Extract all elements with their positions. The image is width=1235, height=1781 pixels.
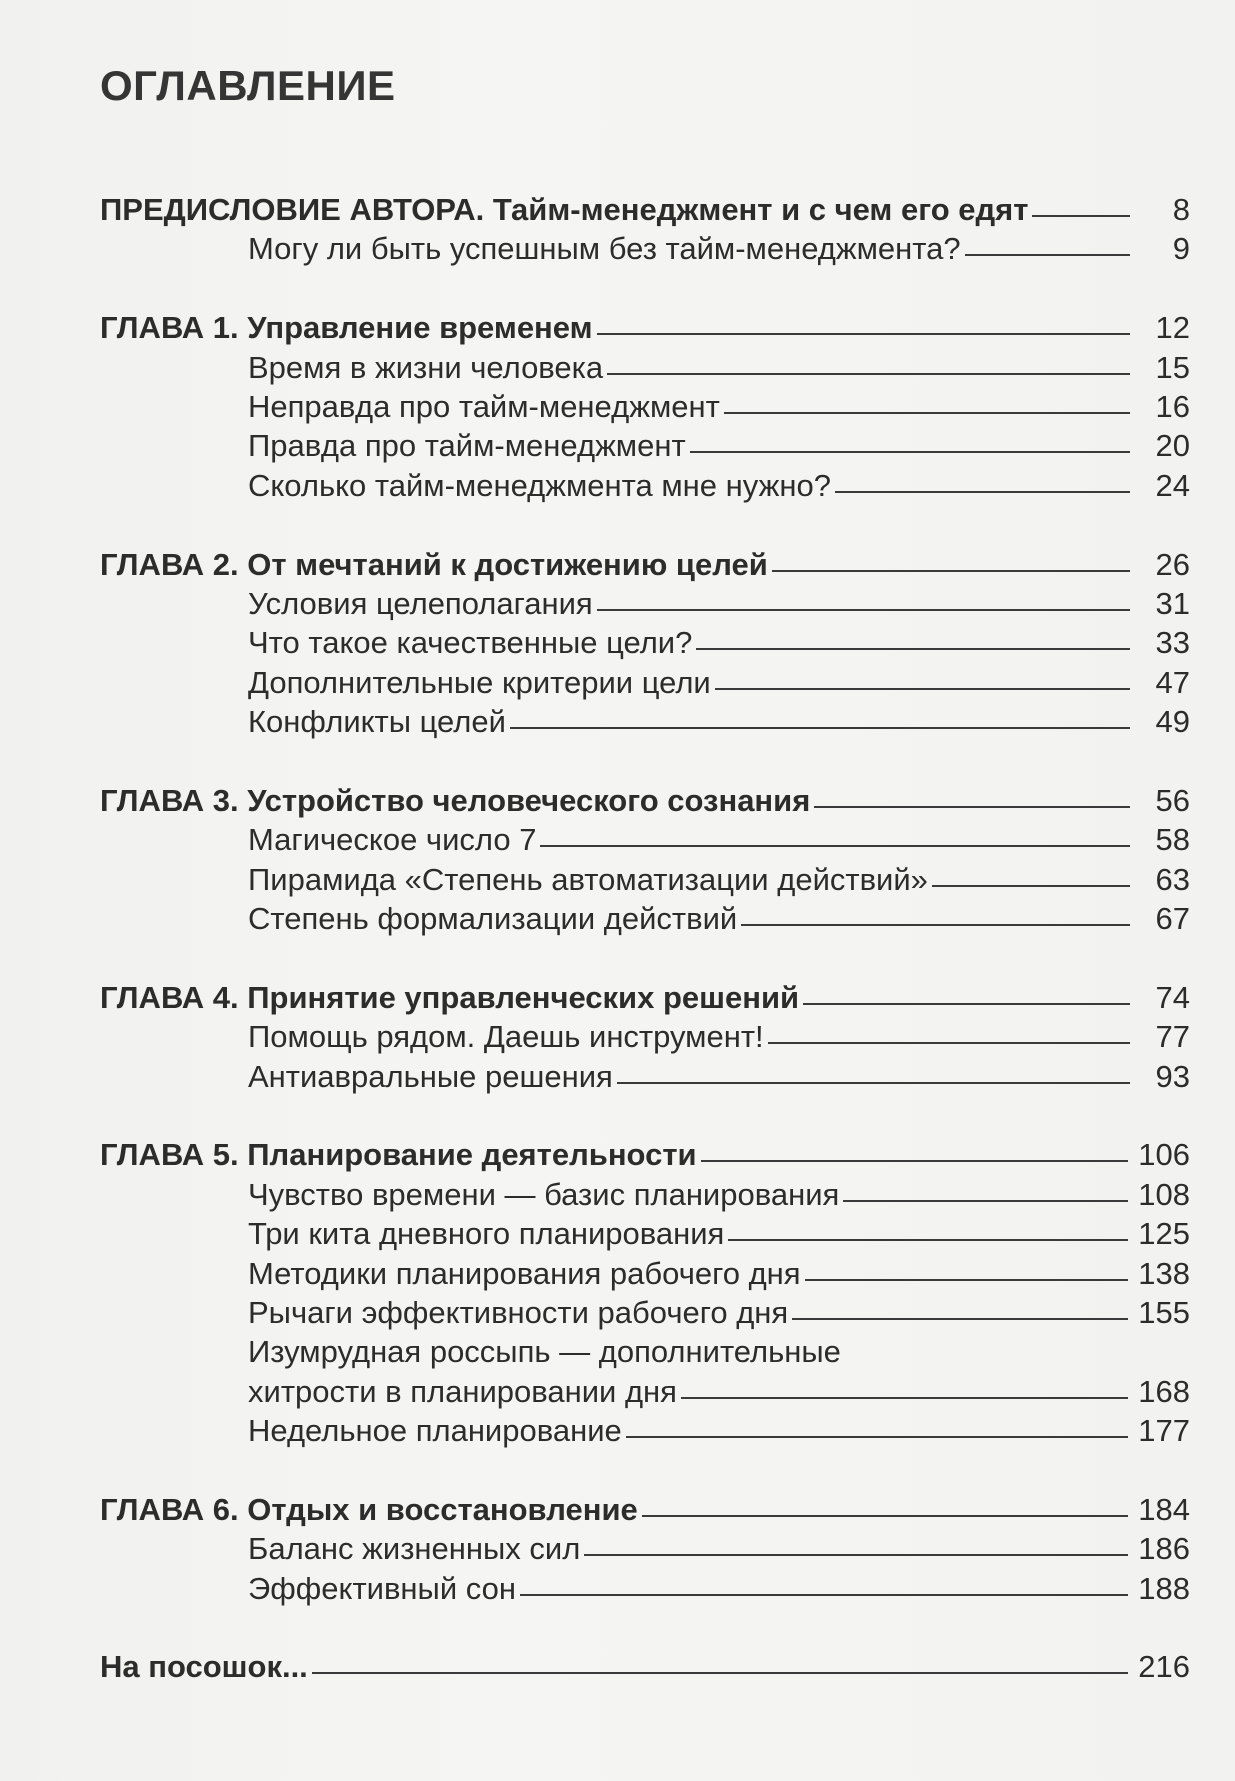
toc-subentry[interactable] (100, 1569, 1190, 1608)
toc-entry-title: Методики планирования рабочего дня (248, 1255, 801, 1291)
toc-chapter-4[interactable] (100, 978, 1190, 1017)
dot-leader (642, 1515, 1129, 1517)
toc-subentry[interactable] (100, 229, 1190, 268)
toc-page-number: 155 (1138, 1294, 1190, 1330)
toc-page-number: 138 (1138, 1255, 1190, 1291)
toc-page-number: 31 (1155, 585, 1190, 621)
toc-entry-title: ГЛАВА 4. Принятие управленческих решений (100, 979, 800, 1015)
toc-entry-title: Магическое число 7 (248, 822, 537, 858)
toc-page-number: 33 (1155, 625, 1190, 661)
toc-entry-title: Правда про тайм-менеджмент (248, 428, 686, 464)
toc-page-number: 177 (1138, 1413, 1190, 1449)
toc-subentry[interactable] (100, 1175, 1190, 1214)
toc-page-number: 125 (1138, 1216, 1190, 1252)
toc-page-number: 184 (1138, 1491, 1190, 1527)
toc-page-number: 24 (1155, 467, 1190, 503)
toc-entry-title: Недельное планирование (248, 1413, 622, 1449)
toc-entry-title: Антиавральные решения (248, 1058, 613, 1094)
toc-subentry[interactable] (100, 426, 1190, 465)
toc-subentry[interactable] (100, 1017, 1190, 1056)
toc-entry-title: Сколько тайм-менеджмента мне нужно? (248, 467, 831, 503)
dot-leader (597, 609, 1130, 611)
toc-page-number: 106 (1138, 1137, 1190, 1173)
toc-entry-title: Дополнительные критерии цели (248, 664, 711, 700)
toc-entry-title: ГЛАВА 3. Устройство человеческого сознания (100, 782, 811, 818)
dot-leader (772, 570, 1130, 572)
toc-entry-title-line-2: хитрости в планировании дня (248, 1373, 677, 1409)
toc-page-number: 20 (1155, 428, 1190, 464)
toc-page-number: 188 (1138, 1570, 1190, 1606)
dot-leader (617, 1082, 1130, 1084)
toc-subentry[interactable] (100, 387, 1190, 426)
toc-page-number: 9 (1172, 231, 1190, 267)
dot-leader (520, 1594, 1128, 1596)
toc-subentry[interactable] (100, 1254, 1190, 1293)
toc-subentry[interactable] (100, 623, 1190, 662)
toc-entry-title: Три кита дневного планирования (248, 1216, 725, 1252)
toc-page-number: 26 (1155, 546, 1190, 582)
dot-leader (701, 1160, 1129, 1162)
dot-leader (805, 1279, 1129, 1281)
toc-entry-title: Время в жизни человека (248, 349, 604, 385)
toc-subentry[interactable] (100, 1293, 1190, 1332)
toc-subentry[interactable] (100, 663, 1190, 702)
dot-leader (803, 1003, 1130, 1005)
dot-leader (681, 1397, 1128, 1399)
toc-page-number: 16 (1155, 388, 1190, 424)
dot-leader (690, 451, 1130, 453)
toc-subentry[interactable] (100, 466, 1190, 505)
toc-entry-title: Степень формализации действий (248, 901, 738, 937)
toc-entry-title: ГЛАВА 2. От мечтаний к достижению целей (100, 546, 768, 582)
toc-page-number: 93 (1155, 1058, 1190, 1094)
toc-subentry[interactable] (100, 860, 1190, 899)
toc-preface[interactable] (100, 190, 1190, 229)
toc-subentry[interactable] (100, 820, 1190, 859)
toc-entry-title: Пирамида «Степень автоматизации действий» (248, 861, 928, 897)
toc-entry-title-line-1: Изумрудная россыпь — дополнительные (248, 1334, 841, 1370)
toc-page-number: 63 (1155, 861, 1190, 897)
dot-leader (1032, 215, 1130, 217)
dot-leader (312, 1672, 1128, 1674)
dot-leader (814, 806, 1130, 808)
toc-page-number: 58 (1155, 822, 1190, 858)
toc-subentry[interactable] (100, 1411, 1190, 1450)
toc-entry-title: Помощь рядом. Даешь инструмент! (248, 1019, 764, 1055)
dot-leader (696, 648, 1130, 650)
dot-leader (835, 491, 1130, 493)
dot-leader (728, 1239, 1128, 1241)
dot-leader (715, 688, 1130, 690)
toc-page-number: 47 (1155, 664, 1190, 700)
dot-leader (768, 1042, 1130, 1044)
toc-page-number: 186 (1138, 1531, 1190, 1567)
dot-leader (597, 333, 1130, 335)
toc-page-number: 49 (1155, 704, 1190, 740)
toc-page-number: 216 (1138, 1649, 1190, 1685)
dot-leader (540, 845, 1130, 847)
toc-entry-title: Эффективный сон (248, 1570, 516, 1606)
toc-subentry[interactable] (100, 702, 1190, 741)
toc-page-number: 77 (1155, 1019, 1190, 1055)
toc-entry-title: ГЛАВА 1. Управление временем (100, 310, 593, 346)
toc-outro[interactable] (100, 1647, 1190, 1686)
toc-entry-title: Баланс жизненных сил (248, 1531, 581, 1567)
toc-chapter-5[interactable] (100, 1135, 1190, 1174)
dot-leader (724, 412, 1130, 414)
table-of-contents (100, 190, 1190, 1687)
toc-page-number: 108 (1138, 1176, 1190, 1212)
toc-entry-title: ПРЕДИСЛОВИЕ АВТОРА. Тайм-менеджмент и с чем его едят (100, 192, 1029, 227)
dot-leader (932, 885, 1130, 887)
dot-leader (965, 254, 1130, 256)
toc-chapter-6[interactable] (100, 1490, 1190, 1529)
toc-subentry[interactable] (100, 1214, 1190, 1253)
dot-leader (792, 1318, 1128, 1320)
toc-entry-title: Конфликты целей (248, 704, 506, 740)
toc-entry-title: Чувство времени — базис планирования (248, 1176, 840, 1212)
toc-entry-title: Условия целеполагания (248, 585, 593, 621)
toc-subentry[interactable] (100, 899, 1190, 938)
toc-page-number: 15 (1155, 349, 1190, 385)
toc-subentry[interactable] (100, 584, 1190, 623)
dot-leader (741, 924, 1130, 926)
toc-entry-title: ГЛАВА 5. Планирование деятельности (100, 1137, 697, 1173)
dot-leader (584, 1554, 1128, 1556)
toc-entry-title: На посошок... (100, 1649, 308, 1685)
toc-chapter-2[interactable] (100, 545, 1190, 584)
toc-page-number: 12 (1155, 310, 1190, 346)
toc-page-number: 8 (1172, 192, 1190, 227)
dot-leader (607, 373, 1130, 375)
toc-entry-title: Могу ли быть успешным без тайм-менеджмента? (248, 231, 961, 267)
toc-subentry[interactable] (100, 348, 1190, 387)
toc-chapter-3[interactable] (100, 781, 1190, 820)
toc-subentry-multiline[interactable] (100, 1332, 1190, 1411)
toc-page-number: 74 (1155, 979, 1190, 1015)
toc-entry-title: Рычаги эффективности рабочего дня (248, 1294, 789, 1330)
toc-subentry[interactable] (100, 1529, 1190, 1568)
toc-page-number: 168 (1138, 1373, 1190, 1409)
toc-page-number: 56 (1155, 782, 1190, 818)
toc-entry-title: Что такое качественные цели? (248, 625, 693, 661)
dot-leader (626, 1436, 1128, 1438)
dot-leader (843, 1200, 1128, 1202)
toc-entry-title: ГЛАВА 6. Отдых и восстановление (100, 1491, 638, 1527)
toc-entry-title: Неправда про тайм-менеджмент (248, 388, 720, 424)
toc-page-number: 67 (1155, 901, 1190, 937)
toc-subentry[interactable] (100, 1057, 1190, 1096)
dot-leader (510, 727, 1130, 729)
page-title: ОГЛАВЛЕНИЕ (100, 62, 396, 109)
toc-chapter-1[interactable] (100, 308, 1190, 347)
